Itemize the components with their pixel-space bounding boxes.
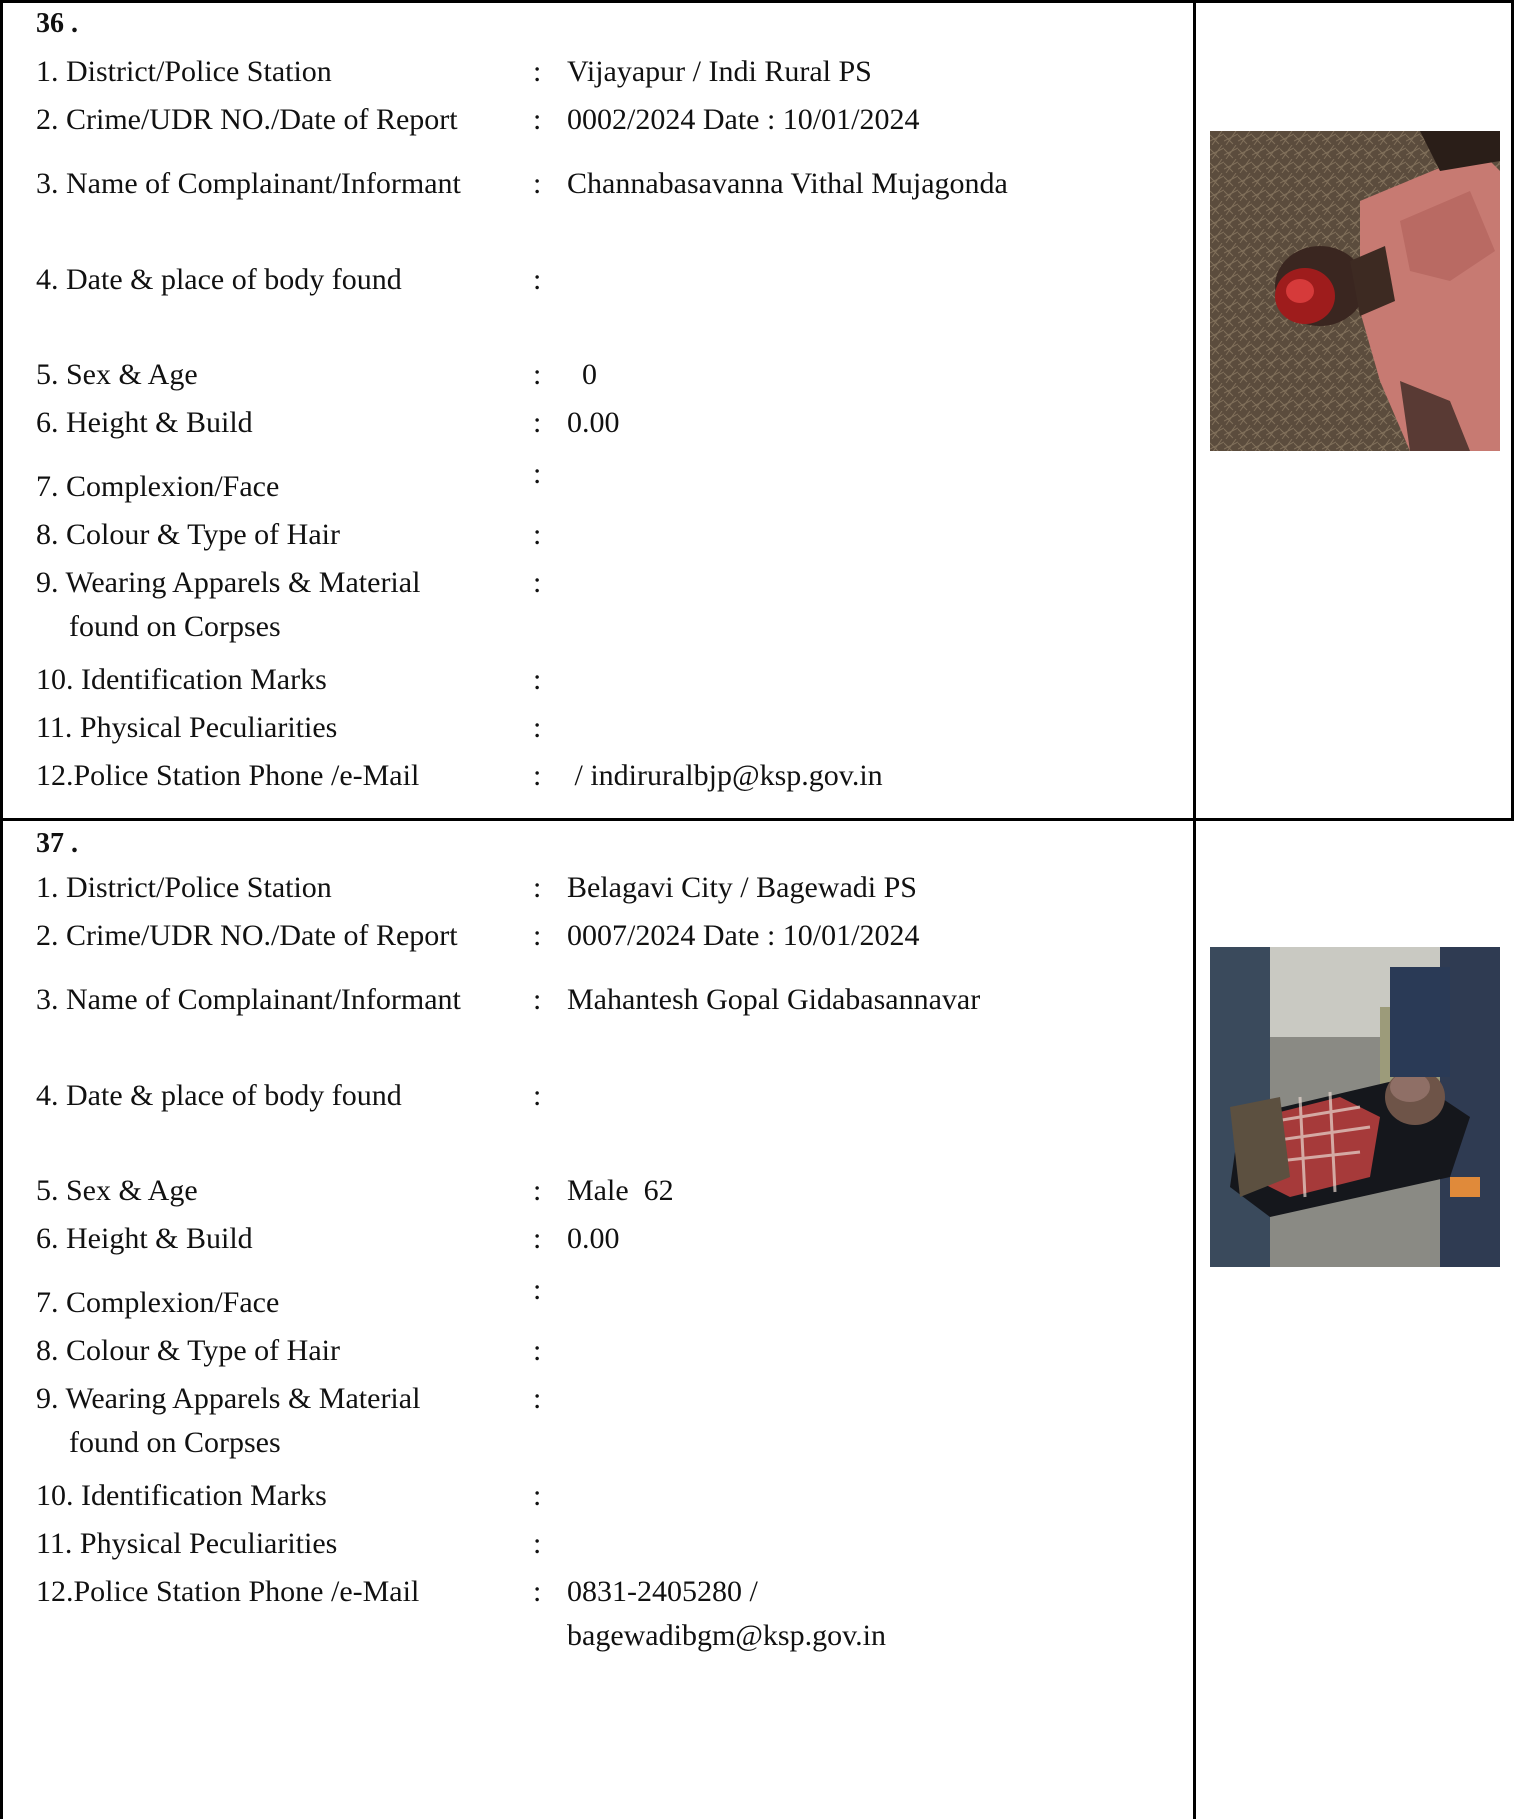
field-colon: : [533,55,542,88]
field-label-phone-email: 12.Police Station Phone /e-Mail [36,1575,420,1608]
record-divider [0,818,1514,821]
field-label-peculiarities: 11. Physical Peculiarities [36,711,338,744]
field-value-crime-no: 0007/2024 Date : 10/01/2024 [567,919,920,952]
field-colon: : [533,1479,542,1512]
field-label-crime-no: 2. Crime/UDR NO./Date of Report [36,103,458,136]
field-value-sex-age: 0 [567,358,597,391]
field-value-height-build: 0.00 [567,406,620,439]
field-colon: : [533,711,542,744]
field-label-height-build: 6. Height & Build [36,1222,253,1255]
field-colon: : [533,1382,542,1415]
field-colon: : [533,103,542,136]
field-label-crime-no: 2. Crime/UDR NO./Date of Report [36,919,458,952]
field-label-apparels: 9. Wearing Apparels & Material [36,1382,421,1415]
field-label-sex-age: 5. Sex & Age [36,1174,198,1207]
field-colon: : [533,1527,542,1560]
body-photo-36 [1210,131,1500,451]
field-colon: : [533,759,542,792]
field-label-apparels-cont: found on Corpses [69,1426,281,1459]
field-value-phone: 0831-2405280 / [567,1575,758,1608]
field-value-crime-no: 0002/2024 Date : 10/01/2024 [567,103,920,136]
field-value-complainant: Channabasavanna Vithal Mujagonda [567,167,1008,200]
field-label-district: 1. District/Police Station [36,871,332,904]
table-border-right [1511,0,1514,820]
field-label-phone-email: 12.Police Station Phone /e-Mail [36,759,420,792]
field-value-phone-email: / indiruralbjp@ksp.gov.in [567,759,883,792]
record-number: 36 . [36,8,78,39]
field-colon: : [533,1273,542,1306]
field-label-apparels: 9. Wearing Apparels & Material [36,566,421,599]
body-photo-37 [1210,947,1500,1267]
field-colon: : [533,919,542,952]
field-value-district: Belagavi City / Bagewadi PS [567,871,917,904]
field-value-height-build: 0.00 [567,1222,620,1255]
field-label-identification-marks: 10. Identification Marks [36,1479,327,1512]
field-label-height-build: 6. Height & Build [36,406,253,439]
field-label-complexion: 7. Complexion/Face [36,1286,280,1319]
field-colon: : [533,263,542,296]
field-label-peculiarities: 11. Physical Peculiarities [36,1527,338,1560]
field-value-complainant: Mahantesh Gopal Gidabasannavar [567,983,981,1016]
field-colon: : [533,518,542,551]
field-colon: : [533,1222,542,1255]
field-value-district: Vijayapur / Indi Rural PS [567,55,872,88]
field-colon: : [533,663,542,696]
table-border-left [0,0,3,1819]
field-label-complexion: 7. Complexion/Face [36,470,280,503]
field-label-district: 1. District/Police Station [36,55,332,88]
field-value-email: bagewadibgm@ksp.gov.in [567,1619,886,1652]
field-colon: : [533,566,542,599]
field-label-body-found: 4. Date & place of body found [36,263,402,296]
field-colon: : [533,1575,542,1608]
field-colon: : [533,457,542,490]
field-colon: : [533,358,542,391]
field-colon: : [533,983,542,1016]
field-colon: : [533,167,542,200]
field-colon: : [533,406,542,439]
field-label-complainant: 3. Name of Complainant/Informant [36,167,461,200]
field-colon: : [533,871,542,904]
field-value-sex-age: Male 62 [567,1174,674,1207]
field-label-hair: 8. Colour & Type of Hair [36,1334,340,1367]
field-colon: : [533,1079,542,1112]
table-column-divider [1193,0,1196,1819]
field-colon: : [533,1174,542,1207]
field-label-hair: 8. Colour & Type of Hair [36,518,340,551]
field-label-complainant: 3. Name of Complainant/Informant [36,983,461,1016]
field-label-sex-age: 5. Sex & Age [36,358,198,391]
field-label-identification-marks: 10. Identification Marks [36,663,327,696]
record-number: 37 . [36,828,78,859]
field-label-body-found: 4. Date & place of body found [36,1079,402,1112]
field-label-apparels-cont: found on Corpses [69,610,281,643]
field-colon: : [533,1334,542,1367]
table-border-top [0,0,1514,3]
